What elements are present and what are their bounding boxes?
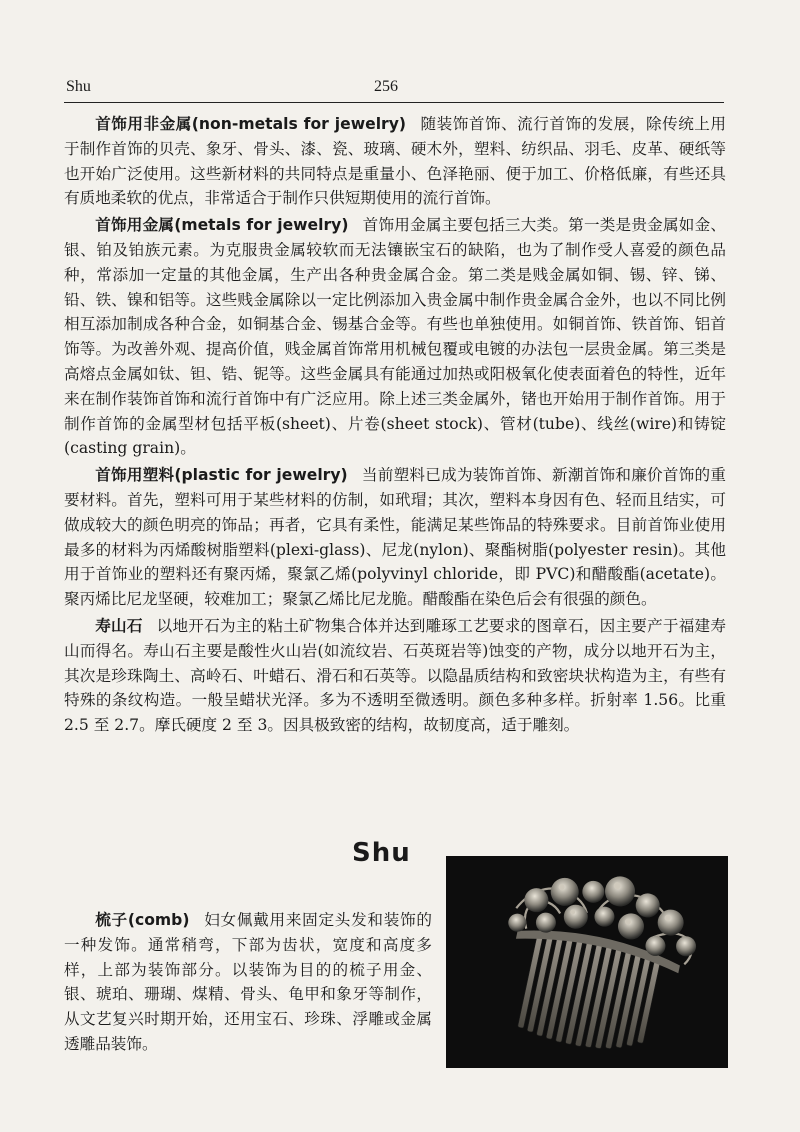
comb-photo: [446, 856, 728, 1068]
entry-plastic: [64, 463, 726, 612]
entry-headword: 首饰用非金属(non-metals for jewelry): [95, 115, 407, 133]
header-guide-word: Shu: [66, 78, 91, 95]
entry-metals: [64, 213, 726, 461]
entry-definition: 当前塑料已成为装饰首饰、新潮首饰和廉价首饰的重要材料。首先，塑料可用于某些材料的仿制，如玳瑁；其次，塑料本身因有色、轻而且结实，可做成较大的颜色明亮的饰品；再者，它具有柔性，能满足某些饰品的特殊要求。目前首饰业使用最多的材料为丙烯酸树脂塑料(plexi-glass)、尼龙(nylon)、聚酯树脂(polyester resin)。其他用于首饰业的塑料还有聚丙烯，聚氯乙烯(polyvinyl chloride，即 PVC)和醋酸酯(acetate)。聚丙烯比尼龙坚硬，较难加工；聚氯乙烯比尼龙脆。醋酸酯在染色后会有很强的颜色。: [64, 466, 726, 609]
running-header: [64, 76, 724, 103]
page-number: 256: [374, 78, 398, 95]
entry-comb: [64, 908, 432, 1057]
entry-definition: 妇女佩戴用来固定头发和装饰的一种发饰。通常稍弯，下部为齿状，宽度和高度多样，上部为装饰部分。以装饰为目的的梳子用金、银、琥珀、珊瑚、煤精、骨头、龟甲和象牙等制作，从文艺复兴时期开始，还用宝石、珍珠、浮雕或金属透雕品装饰。: [64, 911, 432, 1053]
section-title: Shu: [352, 838, 411, 868]
entry-definition: 随装饰首饰、流行首饰的发展，除传统上用于制作首饰的贝壳、象牙、骨头、漆、瓷、玻璃、硬木外，塑料、纺织品、羽毛、皮革、硬纸等也开始广泛使用。这些新材料的共同特点是重量小、色泽艳丽、便于加工、价格低廉，有些还具有质地柔软的优点，非常适合于制作只供短期使用的流行首饰。: [64, 115, 726, 208]
entry-definition: 首饰用金属主要包括三大类。第一类是贵金属如金、银、铂及铂族元素。为克服贵金属较软而无法镶嵌宝石的缺陷，也为了制作受人喜爱的颜色品种，常添加一定量的其他金属，生产出各种贵金属合金。第二类是贱金属如铜、锡、锌、锑、铅、铁、镍和铝等。这些贱金属除以一定比例添加入贵金属中制作贵金属合金外，也以不同比例相互添加制成各种合金，如铜基合金、锡基合金等。有些也单独使用。如铜首饰、铁首饰、铝首饰等。为改善外观、提高价值，贱金属首饰常用机械包覆或电镀的办法包一层贵金属。第三类是高熔点金属如钛、钽、锆、铌等。这些金属具有能通过加热或阳极氧化使表面着色的特性，近年来在制作装饰首饰和流行首饰中有广泛应用。除上述三类金属外，锗也开始用于制作首饰。用于制作首饰的金属型材包括平板(sheet)、片卷(sheet stock)、管材(tube)、线丝(wire)和铸锭(casting grain)。: [64, 216, 726, 458]
entry-headword: 梳子(comb): [95, 911, 190, 929]
main-text: [64, 112, 726, 740]
entry-headword: 首饰用金属(metals for jewelry): [95, 216, 349, 235]
entry-shoushan-stone: [64, 614, 726, 738]
entry-definition: 以地开石为主的粘土矿物集合体并达到雕琢工艺要求的图章石，因主要产于福建寿山而得名。寿山石主要是酸性火山岩(如流纹岩、石英斑岩等)蚀变的产物，成分以地开石为主，其次是珍珠陶土、高岭石、叶蜡石、滑石和石英等。以隐晶质结构和致密块状构造为主，有些有特殊的条纹构造。一般呈蜡状光泽。多为不透明至微透明。颜色多种多样。折射率 1.56。比重 2.5 至 2.7。摩氏硬度 2 至 3。因具极致密的结构，故韧度高，适于雕刻。: [64, 616, 726, 735]
comb-illustration-icon: [446, 856, 728, 1068]
entry-non-metals: [64, 112, 726, 211]
comb-entry-block: [64, 908, 432, 1059]
entry-headword: 寿山石: [95, 616, 143, 635]
entry-headword: 首饰用塑料(plastic for jewelry): [95, 466, 348, 485]
